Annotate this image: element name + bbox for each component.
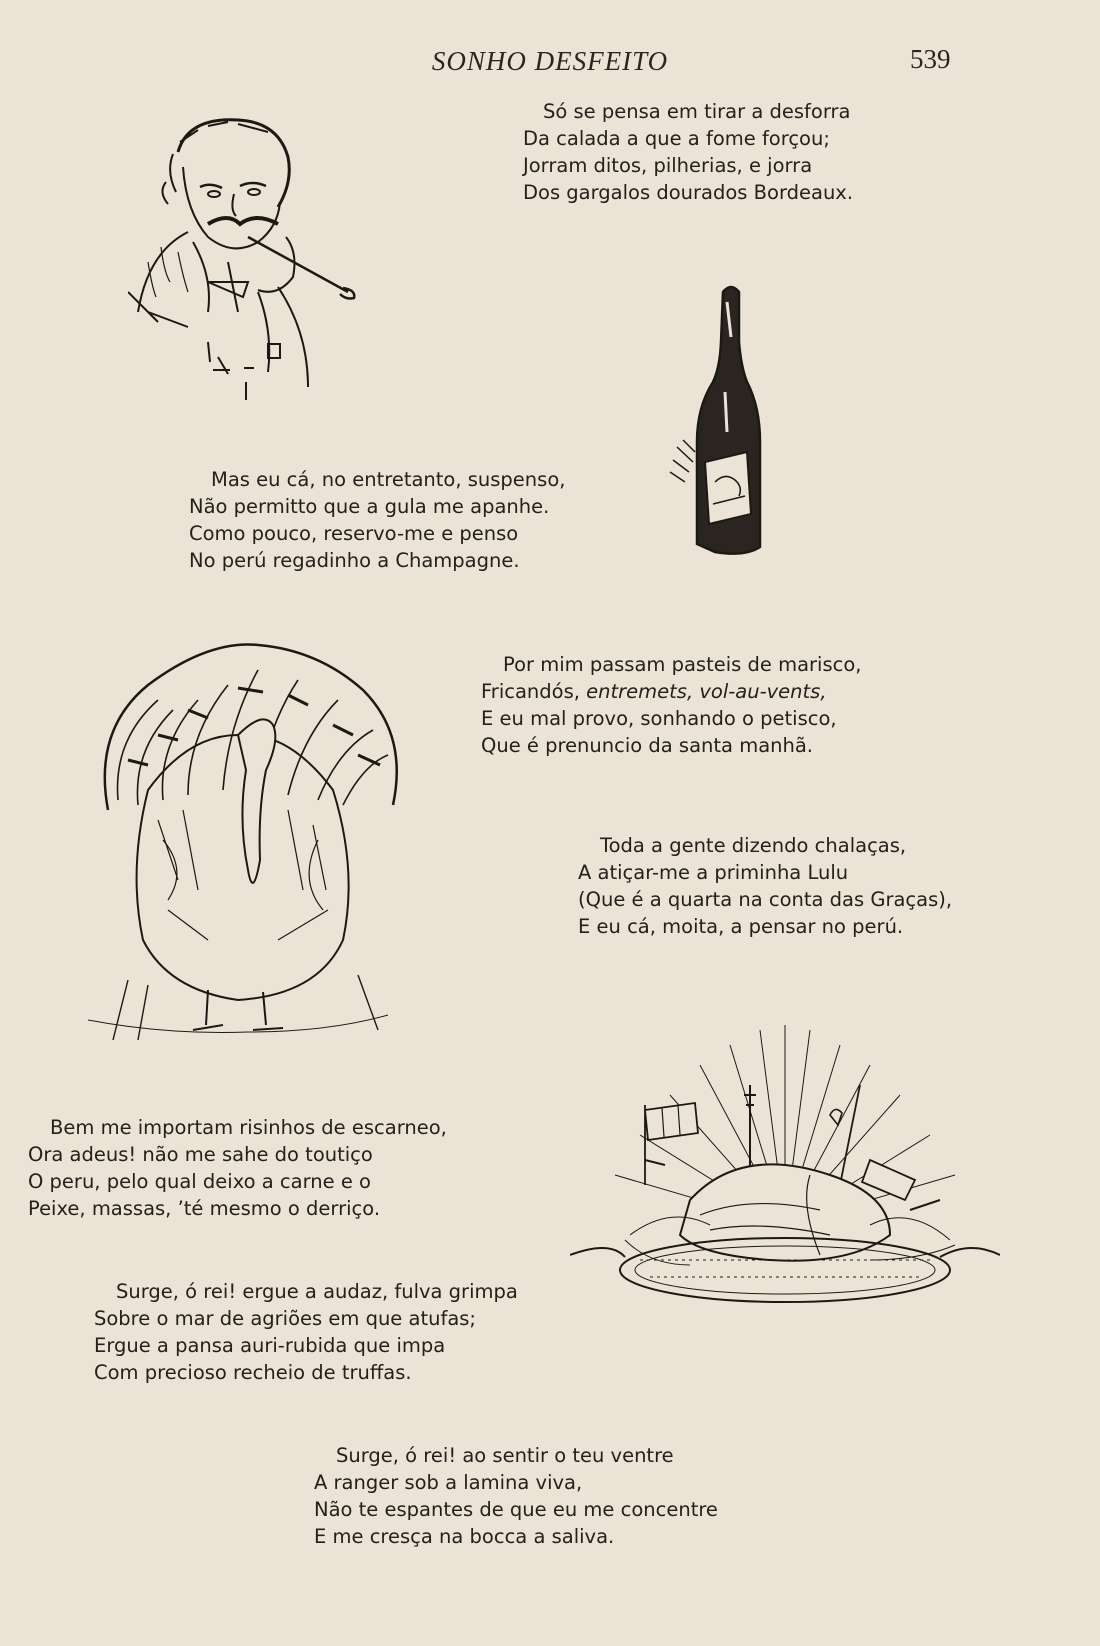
stanza-5 (28, 1114, 447, 1222)
verse-line: Bem me importam risinhos de escarneo, (50, 1116, 447, 1139)
page-number: 539 (910, 44, 951, 74)
verse-line: No perú regadinho a Champagne. (189, 549, 520, 572)
roast-turkey-platter-illustration (570, 1025, 1000, 1355)
verse-line: Com precioso recheio de truffas. (94, 1361, 412, 1384)
verse-line: Ora adeus! não me sahe do toutiço (28, 1143, 373, 1166)
verse-line: E eu mal provo, sonhando o petisco, (481, 707, 837, 730)
verse-line: Mas eu cá, no entretanto, suspenso, (211, 468, 566, 491)
verse-line: Sobre o mar de agriões em que atufas; (94, 1307, 477, 1330)
verse-line: (Que é a quarta na conta das Graças), (578, 888, 953, 911)
verse-line: E eu cá, moita, a pensar no perú. (578, 915, 904, 938)
verse-line: Ergue a pansa auri-rubida que impa (94, 1334, 446, 1357)
verse-line: Toda a gente dizendo chalaças, (600, 834, 907, 857)
italic-fragment: entremets, vol-au-vents, (586, 680, 827, 703)
verse-line: Não te espantes de que eu me concentre (314, 1498, 718, 1521)
stanza-4 (578, 832, 952, 940)
verse-fragment: Fricandós, (481, 680, 587, 703)
champagne-bottle-illustration (665, 282, 795, 562)
verse-line: O peru, pelo qual deixo a carne e o (28, 1170, 371, 1193)
stanza-3 (481, 651, 861, 759)
verse-line: Jorram ditos, pilherias, e jorra (523, 154, 813, 177)
running-title: SONHO DESFEITO (431, 46, 669, 76)
verse-line: Que é prenuncio da santa manhã. (481, 734, 814, 757)
verse-line: Peixe, massas, ’té mesmo o derriço. (28, 1197, 381, 1220)
verse-line: Por mim passam pasteis de marisco, (503, 653, 862, 676)
verse-line: Dos gargalos dourados Bordeaux. (523, 181, 854, 204)
stanza-2 (189, 466, 565, 574)
man-eating-illustration (128, 112, 368, 412)
verse-line: A ranger sob a lamina viva, (314, 1471, 583, 1494)
verse-line: E me cresça na bocca a saliva. (314, 1525, 615, 1548)
stanza-7 (314, 1442, 718, 1550)
stanza-1 (523, 98, 853, 206)
verse-line: Só se pensa em tirar a desforra (543, 100, 851, 123)
verse-line: Não permitto que a gula me apanhe. (189, 495, 550, 518)
verse-line: A atiçar-me a priminha Lulu (578, 861, 849, 884)
verse-line: Da calada a que a fome forçou; (523, 127, 830, 150)
verse-line: Surge, ó rei! ergue a audaz, fulva grimpa (116, 1280, 518, 1303)
stanza-6 (94, 1278, 518, 1386)
verse-line-mixed (481, 678, 861, 705)
turkey-illustration (88, 640, 418, 1040)
verse-line: Como pouco, reservo-me e penso (189, 522, 519, 545)
verse-line: Surge, ó rei! ao sentir o teu ventre (336, 1444, 674, 1467)
